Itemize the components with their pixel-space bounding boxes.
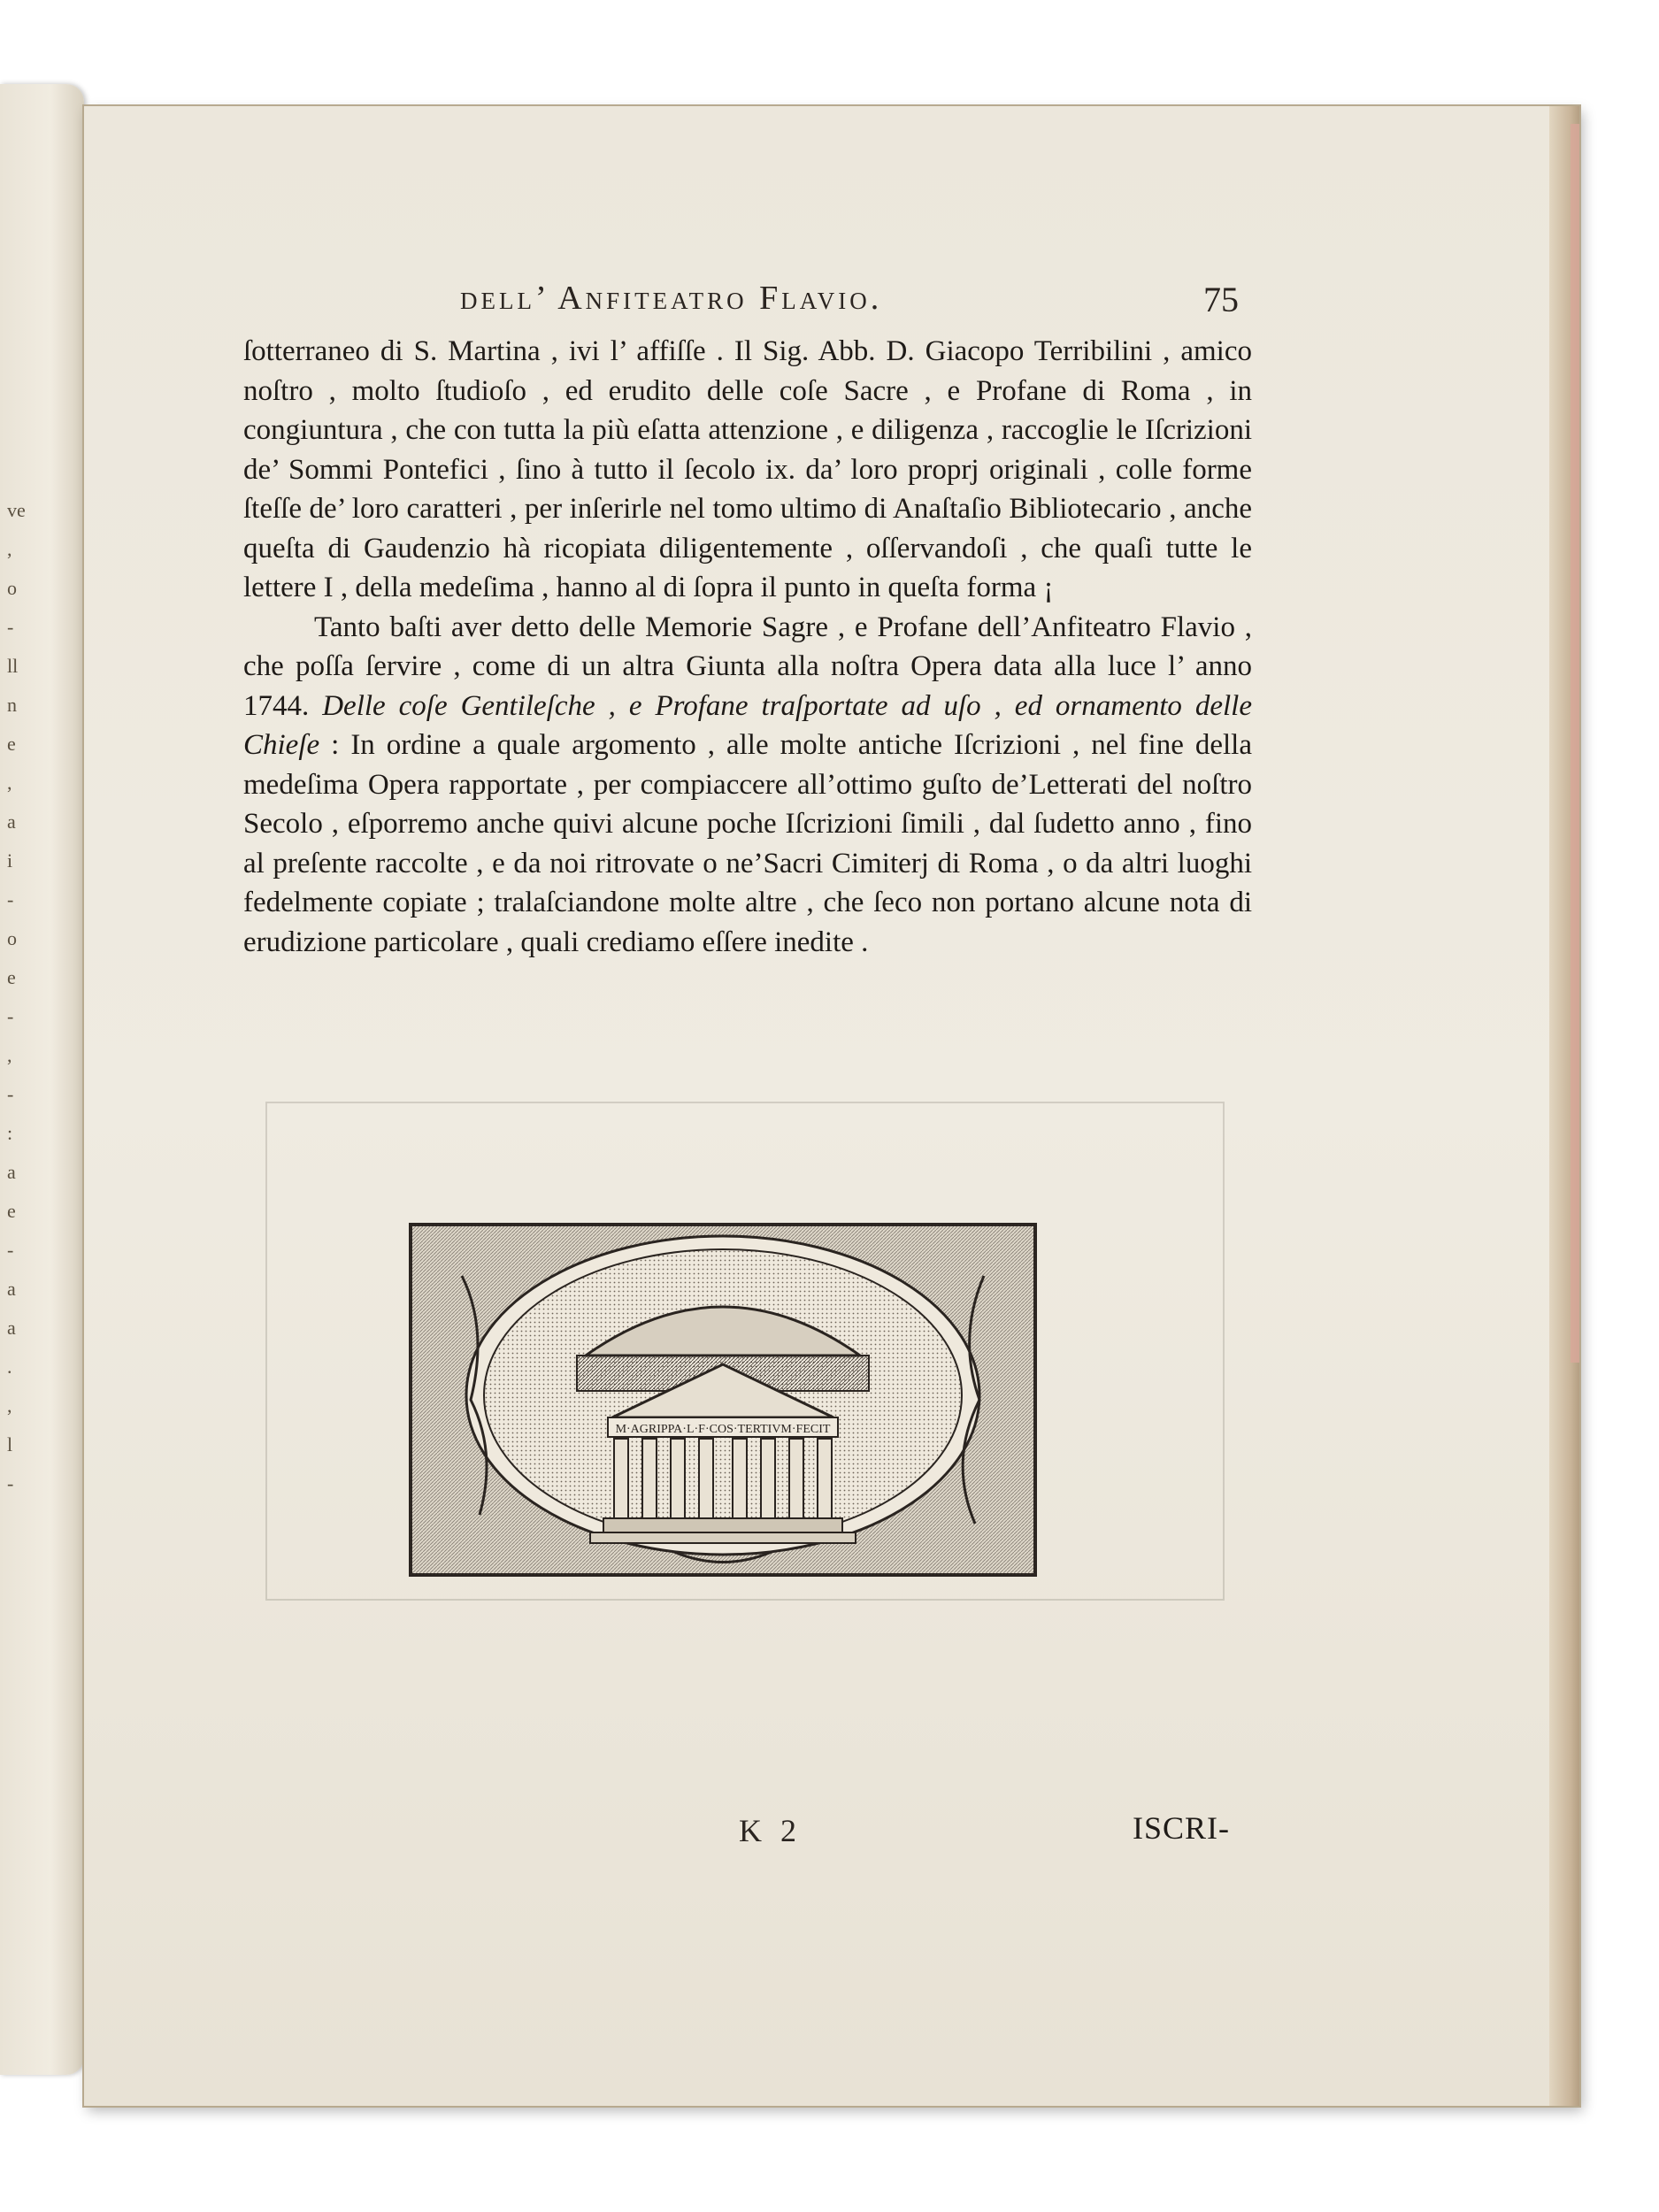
red-edge-stain [1571,124,1579,1363]
catchword: ISCRI- [1133,1810,1231,1846]
running-head: dell’ Anfiteatro Flavio. [460,280,883,317]
body-text [243,332,1252,962]
paragraph-2: Tanto baſti aver detto delle Memorie Sagre , e Profane dell’Anfiteatro Flavio , che poſſa ſervire , come di un altra Giunta alla noſtra Opera data alla luce l’ anno 1744. Delle coſe Gentileſche , e Profane traſportate ad uſo , ed ornamento delle Chieſe : In ordine a quale argomento , alle molte antiche Iſcrizioni , nel fine della medeſima Opera rapportate , per compiaccere all’ottimo guſto de’Letterati del noſtro Secolo , eſporremo anche quivi alcune poche Iſcrizioni ſimili , dal ſudetto anno , fino al preſente raccolte , e da noi ritrovate o ne’Sacri Cimiterj di Roma , o da altri luoghi fedelmente copiate ; tralaſciandone molte altre , che ſeco non portano alcune nota di erudizione particolare , quali crediamo eſſere inedite . [243,611,1252,958]
left-page-margin-letters: ve , o - ll n e , a i - o e - , - : a e - a a . , l - [7,499,26,1494]
adjacent-left-page [0,84,84,2075]
signature-mark: K 2 [739,1813,802,1848]
paragraph-1: ſotterraneo di S. Martina , ivi l’ affiſſe . Il Sig. Abb. D. Giacopo Terribilini , amico noſtro , molto ſtudioſo , ed erudito delle coſe Sacre , e Profane di Roma , in congiuntura , che con tutta la più eſatta attenzione , e diligenza , raccoglie le Iſcrizioni de’ Sommi Pontefici , ſino à tutto il ſecolo ix. da’ loro proprj originali , colle forme ſteſſe de’ loro caratteri , per inſerirle nel tomo ultimo di Anaſtaſio Bibliotecario , anche queſta di Gaudenzio hà ricopiata diligentemente , oſſervandoſi , che quaſi tutte le lettere I , della medeſima , hanno al di ſopra il punto in queſta forma ¡ [243,335,1252,603]
pantheon-engraving [409,1223,1037,1577]
italic-title: Delle coſe Gentileſche , e Profane traſportate ad uſo , ed ornamento delle Chieſe [243,689,1252,761]
page-number: 75 [1203,280,1239,319]
engraving-inscription: M·AGRIPPA·L·F·COS·TERTIVM·FECIT [615,1423,831,1436]
